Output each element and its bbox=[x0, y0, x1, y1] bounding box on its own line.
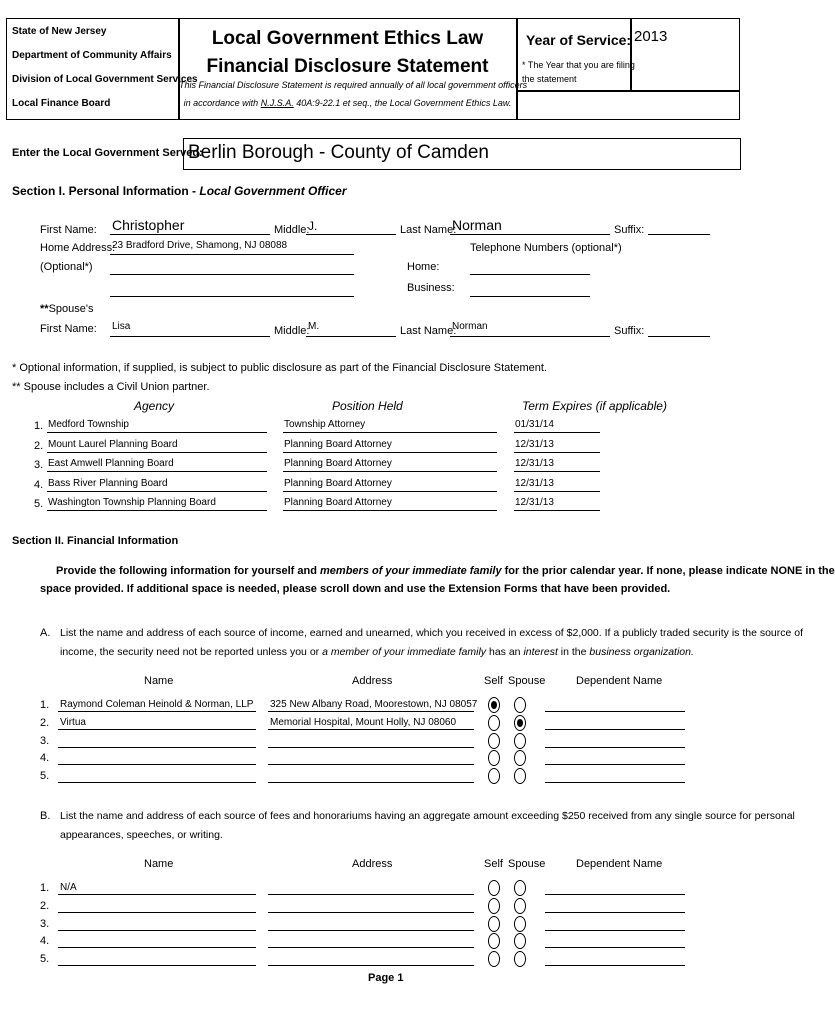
income-source-name: Raymond Coleman Heinold & Norman, LLP bbox=[60, 699, 254, 710]
dependent-name-field[interactable] bbox=[545, 880, 685, 895]
income-source-address-field[interactable] bbox=[268, 951, 474, 966]
home-phone-input[interactable] bbox=[470, 260, 590, 275]
income-source-name: N/A bbox=[60, 882, 77, 893]
form-title: Local Government Ethics Law bbox=[211, 28, 484, 49]
row-number: 2. bbox=[40, 899, 50, 912]
last-name-input[interactable] bbox=[452, 217, 607, 233]
agency-value: Washington Township Planning Board bbox=[48, 497, 216, 508]
dependent-name-field[interactable] bbox=[545, 951, 685, 966]
part-a-self-header: Self bbox=[484, 675, 503, 687]
part-a-name-header: Name bbox=[144, 675, 174, 687]
year-note-1: * The Year that you are filing bbox=[522, 60, 635, 70]
agency-line-1: State of New Jersey bbox=[12, 26, 107, 37]
spouse-radio[interactable] bbox=[514, 898, 526, 914]
part-b-spouse-header: Spouse bbox=[508, 858, 546, 870]
dependent-name-field[interactable] bbox=[545, 733, 685, 748]
self-radio[interactable] bbox=[488, 750, 500, 766]
row-number: 1. bbox=[40, 882, 50, 894]
row-number: 1. bbox=[40, 699, 50, 711]
self-radio[interactable] bbox=[488, 768, 500, 784]
self-radio[interactable] bbox=[488, 697, 500, 713]
spouse-last-name-label: Last Name: bbox=[400, 325, 457, 337]
year-of-service-input[interactable] bbox=[634, 28, 734, 45]
row-number: 5. bbox=[40, 770, 50, 783]
term-value: 12/31/13 bbox=[515, 458, 554, 469]
dependent-name-field[interactable] bbox=[545, 933, 685, 948]
part-a-letter: A. bbox=[40, 627, 51, 639]
agency-value: Bass River Planning Board bbox=[48, 477, 168, 489]
income-source-name-field[interactable] bbox=[58, 768, 256, 783]
income-source-address-field[interactable] bbox=[268, 916, 474, 931]
optional-label: (Optional*) bbox=[40, 261, 93, 273]
self-radio[interactable] bbox=[488, 715, 500, 731]
part-b-line2: appearances, speeches, or writing. bbox=[60, 829, 223, 841]
section1-title: Section I. Personal Information - Local Government Officer bbox=[12, 184, 347, 198]
dependent-name-field[interactable] bbox=[545, 697, 685, 712]
self-radio[interactable] bbox=[488, 951, 500, 967]
part-b-name-header: Name bbox=[144, 858, 174, 870]
spouse-radio[interactable] bbox=[514, 750, 526, 766]
header-requirement-2: in accordance with N.J.S.A. 40A:9-22.1 et seq., the Local Government Ethics Law. bbox=[183, 98, 512, 108]
section2-title: Section II. Financial Information bbox=[12, 535, 179, 547]
part-b-letter: B. bbox=[40, 810, 51, 822]
home-phone-label: Home: bbox=[407, 261, 440, 273]
spouse-suffix-label: Suffix: bbox=[614, 325, 645, 337]
dependent-name-field[interactable] bbox=[545, 768, 685, 783]
first-name-label: First Name: bbox=[40, 224, 97, 236]
income-source-name-field[interactable] bbox=[58, 916, 256, 931]
term-value: 12/31/13 bbox=[515, 477, 554, 489]
spouse-footnote: ** Spouse includes a Civil Union partner. bbox=[12, 381, 210, 393]
part-a-line1: List the name and address of each source of income, earned and unearned, which you received in excess of $2,000. If a publicly traded security is the source of bbox=[60, 627, 804, 639]
spouse-radio[interactable] bbox=[514, 951, 526, 967]
term-value: 12/31/13 bbox=[515, 438, 554, 450]
spouse-radio[interactable] bbox=[514, 880, 526, 896]
position-row-number: 1. bbox=[34, 420, 44, 432]
income-source-name-field[interactable] bbox=[58, 880, 256, 895]
income-source-name: Virtua bbox=[60, 716, 86, 728]
income-source-name-field[interactable] bbox=[58, 933, 256, 948]
income-source-name-field[interactable] bbox=[58, 733, 256, 748]
government-served-label: Enter the Local Government Served: bbox=[12, 147, 203, 159]
term-value: 12/31/13 bbox=[515, 497, 554, 508]
spouse-label: **Spouse's bbox=[40, 303, 94, 315]
position-value: Planning Board Attorney bbox=[284, 438, 392, 450]
part-b-self-header: Self bbox=[484, 858, 503, 870]
spouse-radio[interactable] bbox=[514, 733, 526, 749]
position-row-number: 4. bbox=[34, 478, 44, 491]
position-value: Planning Board Attorney bbox=[284, 477, 392, 489]
middle-label: Middle: bbox=[274, 224, 310, 236]
spouse-radio[interactable] bbox=[514, 768, 526, 784]
self-radio[interactable] bbox=[488, 880, 500, 896]
first-name-input[interactable] bbox=[112, 217, 267, 233]
year-divider bbox=[630, 18, 632, 90]
income-source-address: 325 New Albany Road, Moorestown, NJ 08057 bbox=[270, 699, 478, 710]
self-radio[interactable] bbox=[488, 933, 500, 949]
dependent-name-field[interactable] bbox=[545, 715, 685, 730]
row-number: 4. bbox=[40, 935, 50, 948]
suffix-label: Suffix: bbox=[614, 224, 645, 236]
agency-line-2: Department of Community Affairs bbox=[12, 50, 172, 61]
income-source-name-field[interactable] bbox=[58, 715, 256, 730]
business-phone-input[interactable] bbox=[470, 282, 590, 297]
home-address-label: Home Address: bbox=[40, 242, 116, 254]
year-note-2: the statement bbox=[522, 74, 577, 84]
part-a-spouse-header: Spouse bbox=[508, 675, 546, 687]
spouse-middle-label: Middle: bbox=[274, 325, 310, 337]
income-source-name-field[interactable] bbox=[58, 898, 256, 913]
row-number: 3. bbox=[40, 734, 50, 747]
dependent-name-field[interactable] bbox=[545, 898, 685, 913]
agency-column-header: Agency bbox=[134, 399, 175, 413]
spouse-radio[interactable] bbox=[514, 933, 526, 949]
header-requirement-1: This Financial Disclosure Statement is required annually of all local government officers bbox=[179, 80, 528, 90]
suffix-input[interactable] bbox=[650, 219, 708, 233]
self-radio[interactable] bbox=[488, 733, 500, 749]
spouse-radio[interactable] bbox=[514, 916, 526, 932]
row-number: 2. bbox=[40, 716, 50, 729]
dependent-name-field[interactable] bbox=[545, 916, 685, 931]
spouse-first-name-label: First Name: bbox=[40, 323, 97, 335]
income-source-name-field[interactable] bbox=[58, 750, 256, 765]
part-b-line1: List the name and address of each source of fees and honorariums having an aggregate amount exceeding $250 received from any single source for personal bbox=[60, 810, 795, 822]
row-number: 3. bbox=[40, 917, 50, 930]
part-a-line2: income, the security need not be reported unless you or a member of your immediate family has an interest in the business organization. bbox=[60, 646, 694, 658]
part-a-dependent-header: Dependent Name bbox=[576, 675, 663, 687]
part-a-address-header: Address bbox=[352, 675, 393, 687]
row-number: 5. bbox=[40, 953, 50, 966]
position-row-number: 3. bbox=[34, 459, 44, 471]
income-source-name-field[interactable] bbox=[58, 951, 256, 966]
agency-line-3: Division of Local Government Services bbox=[12, 74, 198, 85]
income-source-address-field[interactable] bbox=[268, 768, 474, 783]
header-divider-right bbox=[516, 18, 518, 120]
position-value: Planning Board Attorney bbox=[284, 497, 392, 508]
term-value: 01/31/14 bbox=[515, 419, 554, 430]
spouse-middle-input[interactable] bbox=[308, 321, 393, 332]
business-phone-label: Business: bbox=[407, 282, 455, 294]
position-column-header: Position Held bbox=[332, 399, 403, 413]
agency-value: Mount Laurel Planning Board bbox=[48, 438, 178, 450]
income-source-address: Memorial Hospital, Mount Holly, NJ 08060 bbox=[270, 716, 457, 728]
position-value: Planning Board Attorney bbox=[284, 458, 392, 469]
income-source-address-field[interactable] bbox=[268, 898, 474, 913]
self-radio[interactable] bbox=[488, 898, 500, 914]
income-source-address-field[interactable] bbox=[268, 933, 474, 948]
part-b-dependent-header: Dependent Name bbox=[576, 858, 663, 870]
spouse-suffix-input[interactable] bbox=[648, 322, 710, 337]
position-value: Township Attorney bbox=[284, 419, 366, 430]
agency-value: East Amwell Planning Board bbox=[48, 458, 174, 469]
section2-intro-line1: Provide the following information for yourself and members of your immediate family for the prior calendar year. If none, please indicate NONE in the bbox=[56, 565, 835, 577]
term-column-header: Term Expires (if applicable) bbox=[522, 399, 667, 413]
home-address-input[interactable] bbox=[112, 240, 352, 251]
last-name-label: Last Name: bbox=[400, 224, 457, 236]
section2-intro-line2: space provided. If additional space is needed, please scroll down and use the Extension Forms that have been provided. bbox=[40, 583, 671, 595]
dependent-name-field[interactable] bbox=[545, 750, 685, 765]
agency-line-4: Local Finance Board bbox=[12, 98, 111, 109]
spouse-radio[interactable] bbox=[514, 715, 526, 731]
spouse-radio[interactable] bbox=[514, 697, 526, 713]
government-served-input[interactable] bbox=[188, 142, 728, 164]
home-address-line-2 bbox=[110, 260, 354, 275]
self-radio[interactable] bbox=[488, 916, 500, 932]
agency-value: Medford Township bbox=[48, 419, 129, 430]
year-bottom-line bbox=[516, 90, 740, 92]
income-source-address-field[interactable] bbox=[268, 880, 474, 895]
income-source-address-field[interactable] bbox=[268, 733, 474, 748]
position-row-number: 5. bbox=[34, 498, 44, 510]
optional-footnote: * Optional information, if supplied, is subject to public disclosure as part of the Financial Disclosure Statement. bbox=[12, 362, 547, 374]
form-subtitle-title: Financial Disclosure Statement bbox=[206, 56, 489, 77]
part-b-address-header: Address bbox=[352, 858, 393, 870]
page-number: Page 1 bbox=[368, 972, 404, 984]
position-row-number: 2. bbox=[34, 439, 44, 452]
year-of-service-label: Year of Service: bbox=[526, 32, 632, 48]
home-address-line-3 bbox=[110, 282, 354, 297]
phone-numbers-label: Telephone Numbers (optional*) bbox=[470, 242, 622, 254]
income-source-address-field[interactable] bbox=[268, 750, 474, 765]
middle-input[interactable] bbox=[308, 219, 393, 233]
spouse-last-name-input[interactable] bbox=[452, 321, 607, 332]
spouse-first-name-input[interactable] bbox=[112, 321, 267, 332]
row-number: 4. bbox=[40, 752, 50, 765]
